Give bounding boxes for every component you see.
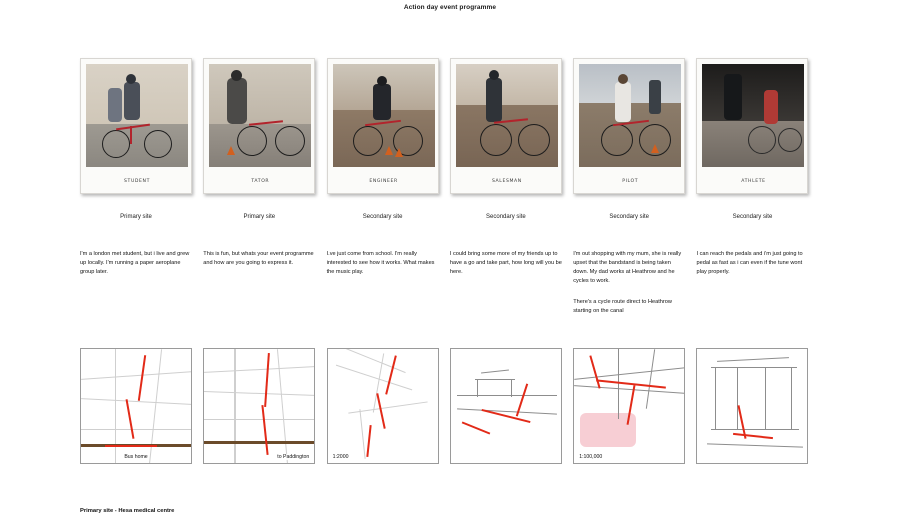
map-label: 1:100,000: [579, 454, 603, 460]
photo-engineer: [333, 64, 435, 167]
bike-front-wheel: [518, 124, 550, 156]
polaroid-caption: STUDENT: [124, 179, 150, 184]
map-column-4: [450, 348, 573, 464]
map-road: [277, 349, 288, 464]
participant-quote: This is fun, but whats your event programme and how are you going to express it.: [203, 251, 314, 267]
map-road: [81, 371, 192, 380]
page-title: Action day event programme: [403, 4, 497, 11]
sketch-ground-line: [707, 443, 803, 447]
photo-person-head: [377, 76, 387, 86]
photo-pilot: [579, 64, 681, 167]
photo-person-a: [124, 82, 140, 120]
photo-person-a: [615, 82, 631, 122]
map-column-6: [696, 348, 819, 464]
sketch-line: [574, 385, 685, 394]
polaroid-photo-card: [80, 58, 192, 194]
participant-quote: I could bring some more of my friends up to have a go and take part, how long will you be here.: [449, 251, 562, 276]
site-label: Secondary site: [732, 214, 773, 220]
photo-wall: [702, 64, 804, 121]
sketch-line: [574, 367, 685, 380]
site-label: Secondary site: [362, 214, 403, 220]
route-line: [126, 399, 135, 439]
map-label: Bus home: [124, 454, 148, 460]
participant-quote: I can reach the pedals and i'm just going to pedal as fast as i can even if the tune wont play properly.: [696, 251, 803, 276]
map-bandstand-sketch: [450, 348, 562, 464]
sketch-column: [765, 367, 766, 429]
polaroid-photo-card: [573, 58, 685, 194]
map-road: [359, 409, 366, 459]
polaroid-photo-card: [696, 58, 808, 194]
map-road: [204, 419, 315, 420]
map-row: [80, 348, 820, 464]
photo-person-b: [764, 90, 778, 124]
photo-person-b: [649, 80, 661, 114]
photo-tator: [209, 64, 311, 167]
bike-rear-wheel: [480, 124, 512, 156]
map-column-5: [573, 348, 696, 464]
bike-rear-wheel: [601, 124, 633, 156]
route-line: [590, 355, 601, 388]
map-road: [81, 429, 192, 430]
site-label: Primary site: [120, 214, 152, 220]
footer-caption: Primary site - Hesa medical centre: [80, 508, 175, 514]
photo-person-a: [486, 78, 502, 122]
photo-wall: [209, 64, 311, 128]
photo-salesman: [456, 64, 558, 167]
site-label: Secondary site: [486, 214, 526, 220]
polaroid-photo-card: [327, 58, 439, 194]
sketch-column: [715, 367, 716, 429]
traffic-cone: [385, 146, 393, 155]
map-scale-100000: [573, 348, 685, 464]
photo-person-a: [724, 74, 742, 120]
bike-rear-wheel: [353, 126, 383, 156]
map-canal-band: [204, 441, 315, 444]
map-bandstand-elevation: [696, 348, 808, 464]
route-line: [385, 355, 397, 394]
bike-front-wheel: [144, 130, 172, 158]
sketch-line: [475, 379, 515, 380]
map-scale-2000: [327, 348, 439, 464]
bike-seat-tube: [130, 126, 132, 144]
polaroid-caption: ATHLETE: [741, 179, 766, 184]
photo-student: [86, 64, 188, 167]
route-line: [105, 445, 157, 447]
traffic-cone: [227, 146, 235, 155]
map-to-paddington: [203, 348, 315, 464]
polaroid-photo-card: [450, 58, 562, 194]
bike-rear-wheel: [102, 130, 130, 158]
sketch-line: [511, 379, 512, 397]
site-label: Primary site: [243, 214, 276, 220]
column-salesman: [450, 58, 573, 316]
map-column-1: [80, 348, 203, 464]
column-pilot: [573, 58, 696, 316]
photo-person-head: [126, 74, 136, 84]
column-student: [80, 58, 203, 316]
photo-athlete: [702, 64, 804, 167]
photo-person-b: [108, 88, 122, 122]
map-road: [204, 366, 315, 373]
participant-quote: I'm a london met student, but i live and grew up locally. I'm running a paper aeroplane group later.: [80, 251, 190, 276]
photo-columns: [80, 58, 820, 316]
polaroid-photo-card: [203, 58, 315, 194]
map-road: [204, 391, 315, 396]
photo-person-a: [373, 84, 391, 120]
route-line: [262, 405, 269, 455]
column-athlete: [696, 58, 819, 316]
polaroid-caption: PILOT: [622, 179, 639, 184]
map-road: [81, 398, 192, 405]
site-label: Secondary site: [609, 214, 650, 220]
route-line: [138, 355, 146, 401]
sketch-line: [457, 395, 557, 396]
sketch-line: [457, 408, 557, 414]
route-line: [264, 353, 270, 407]
sketch-base-line: [711, 429, 799, 430]
map-bus-home: [80, 348, 192, 464]
route-line: [366, 425, 371, 457]
polaroid-caption: TATOR: [251, 179, 270, 184]
participant-quote: I'm out shopping with my mum, she is really upset that the bandstand is being taken down. My dad works at Heathrow and he cycles to work.: [573, 251, 682, 285]
photo-person-head: [489, 70, 499, 80]
sketch-line: [646, 349, 655, 409]
route-line: [376, 393, 385, 429]
map-label: 1:2000: [332, 454, 349, 460]
route-line: [733, 433, 773, 439]
traffic-cone: [651, 144, 659, 153]
participant-quote: I.ve just come from school. I'm really interested to see how it works. What makes the music play.: [326, 251, 435, 276]
map-column-3: [327, 348, 450, 464]
sketch-roof-line: [481, 370, 509, 374]
sketch-line: [477, 379, 478, 397]
map-road: [234, 349, 235, 464]
traffic-cone: [395, 148, 403, 157]
sketch-roof-line: [718, 357, 790, 362]
photo-wall: [456, 64, 558, 105]
photo-person-a: [227, 78, 247, 124]
column-tator: [203, 58, 326, 316]
sketch-column: [737, 367, 738, 429]
route-line: [462, 421, 491, 434]
map-road: [335, 365, 412, 391]
map-label: to Paddington: [277, 454, 310, 460]
polaroid-caption: SALESMAN: [491, 179, 522, 184]
map-column-2: [203, 348, 326, 464]
sketch-roof-line: [711, 367, 797, 368]
sketch-line: [618, 349, 619, 419]
polaroid-caption: ENGINEER: [369, 179, 398, 184]
sketch-column: [791, 367, 792, 429]
column-engineer: [327, 58, 450, 316]
participant-quote-extra: There's a cycle route direct to Heathrow starting on the canal: [573, 299, 672, 315]
